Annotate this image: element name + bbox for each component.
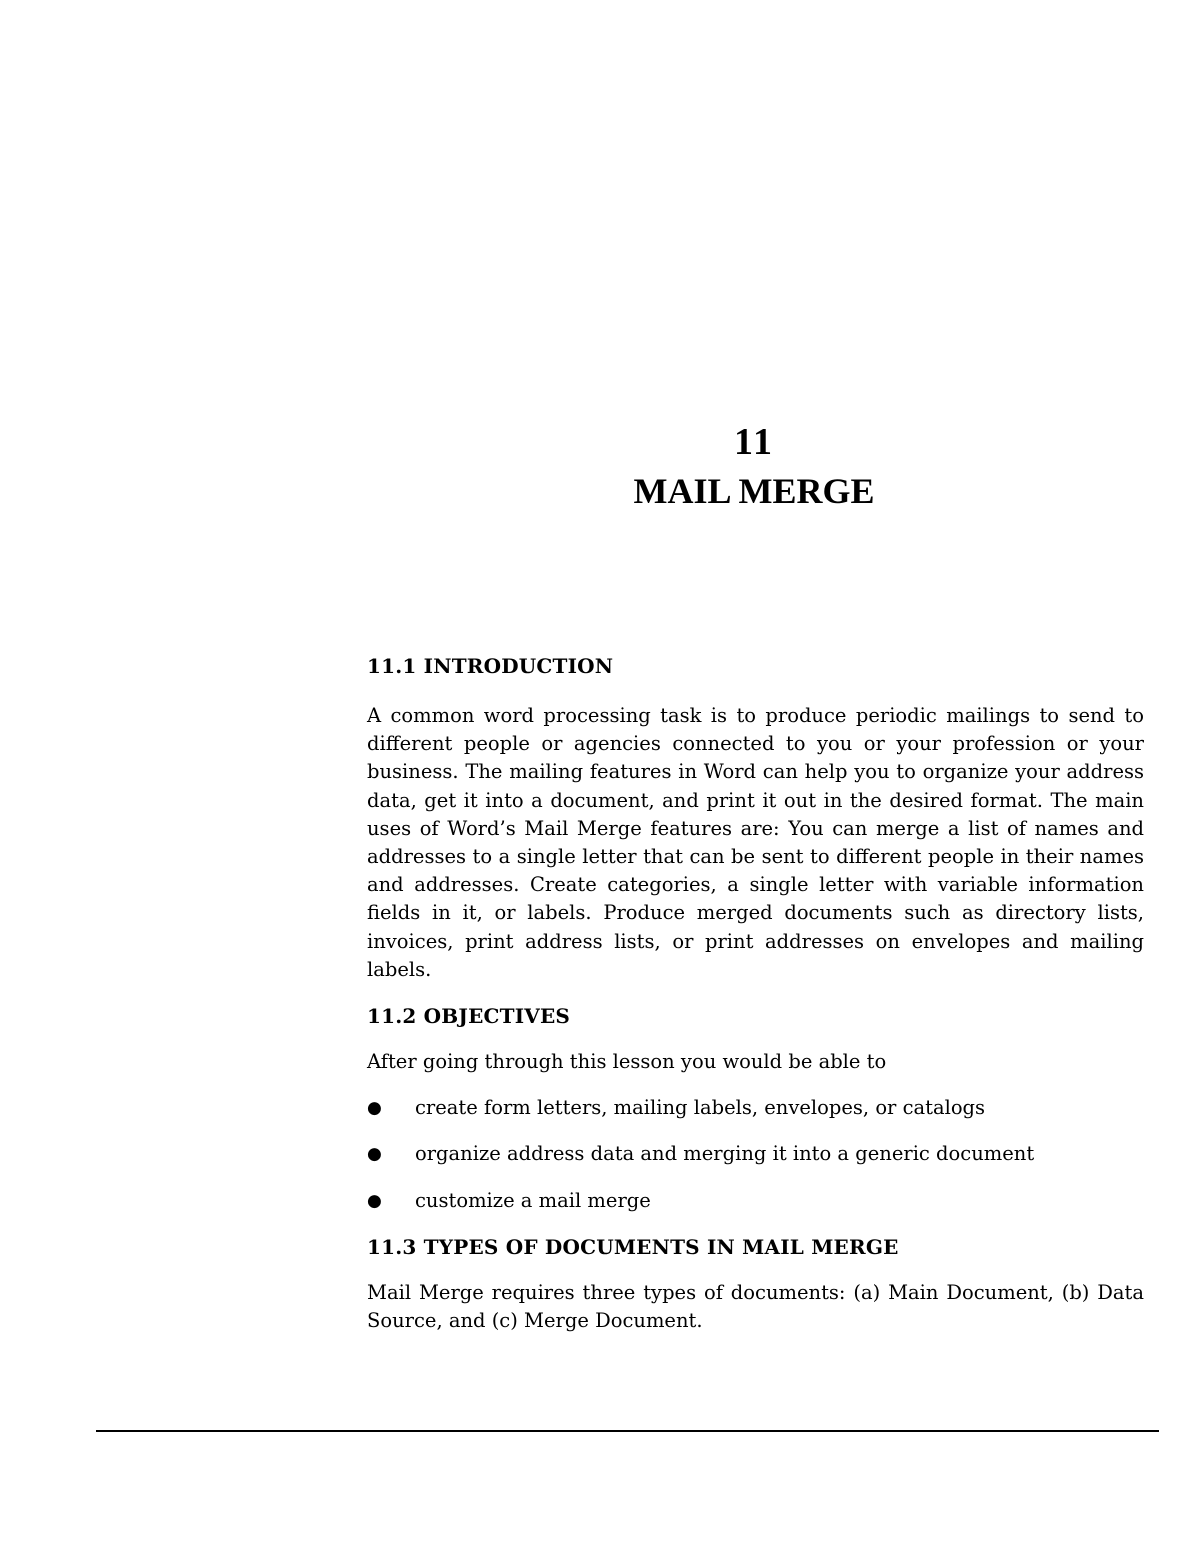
list-item xyxy=(367,1094,1144,1122)
objectives-list xyxy=(367,1094,1144,1215)
footer-divider xyxy=(96,1430,1159,1432)
objective-text: customize a mail merge xyxy=(415,1188,651,1212)
bullet-icon: ● xyxy=(367,1190,382,1211)
objectives-intro: After going through this lesson you would be able to xyxy=(367,1050,887,1074)
chapter-number: 11 xyxy=(734,421,774,463)
objective-text: create form letters, mailing labels, envelopes, or catalogs xyxy=(415,1096,986,1120)
objective-text: organize address data and merging it into a generic document xyxy=(415,1142,1035,1166)
page-body xyxy=(367,652,1144,1335)
types-paragraph: Mail Merge requires three types of documents: (a) Main Document, (b) Data Source, and (c) Merge Document. xyxy=(367,1280,1144,1333)
list-item xyxy=(367,1140,1144,1168)
list-item xyxy=(367,1187,1144,1215)
objectives-heading: 11.2 OBJECTIVES xyxy=(367,1004,571,1029)
types-heading: 11.3 TYPES OF DOCUMENTS IN MAIL MERGE xyxy=(367,1234,899,1259)
introduction-heading: 11.1 INTRODUCTION xyxy=(367,654,614,678)
bullet-icon: ● xyxy=(367,1098,382,1119)
bullet-icon: ● xyxy=(367,1144,382,1165)
introduction-paragraph: A common word processing task is to produce periodic mailings to send to different people or agencies connected to you or your profession or your business. The mailing features in Word can help you to organize your address data, get it into a document, and print it out in the desired format. The main uses of Word’s Mail Merge features are: You can merge a list of names and addresses to a single letter that can be sent to different people in their names and addresses. Create categories, a single letter with variable information fields in it, or labels. Produce merged documents such as directory lists, invoices, print address lists, or print addresses on envelopes and mailing labels. xyxy=(367,704,1144,981)
chapter-title: MAIL MERGE xyxy=(633,471,875,511)
